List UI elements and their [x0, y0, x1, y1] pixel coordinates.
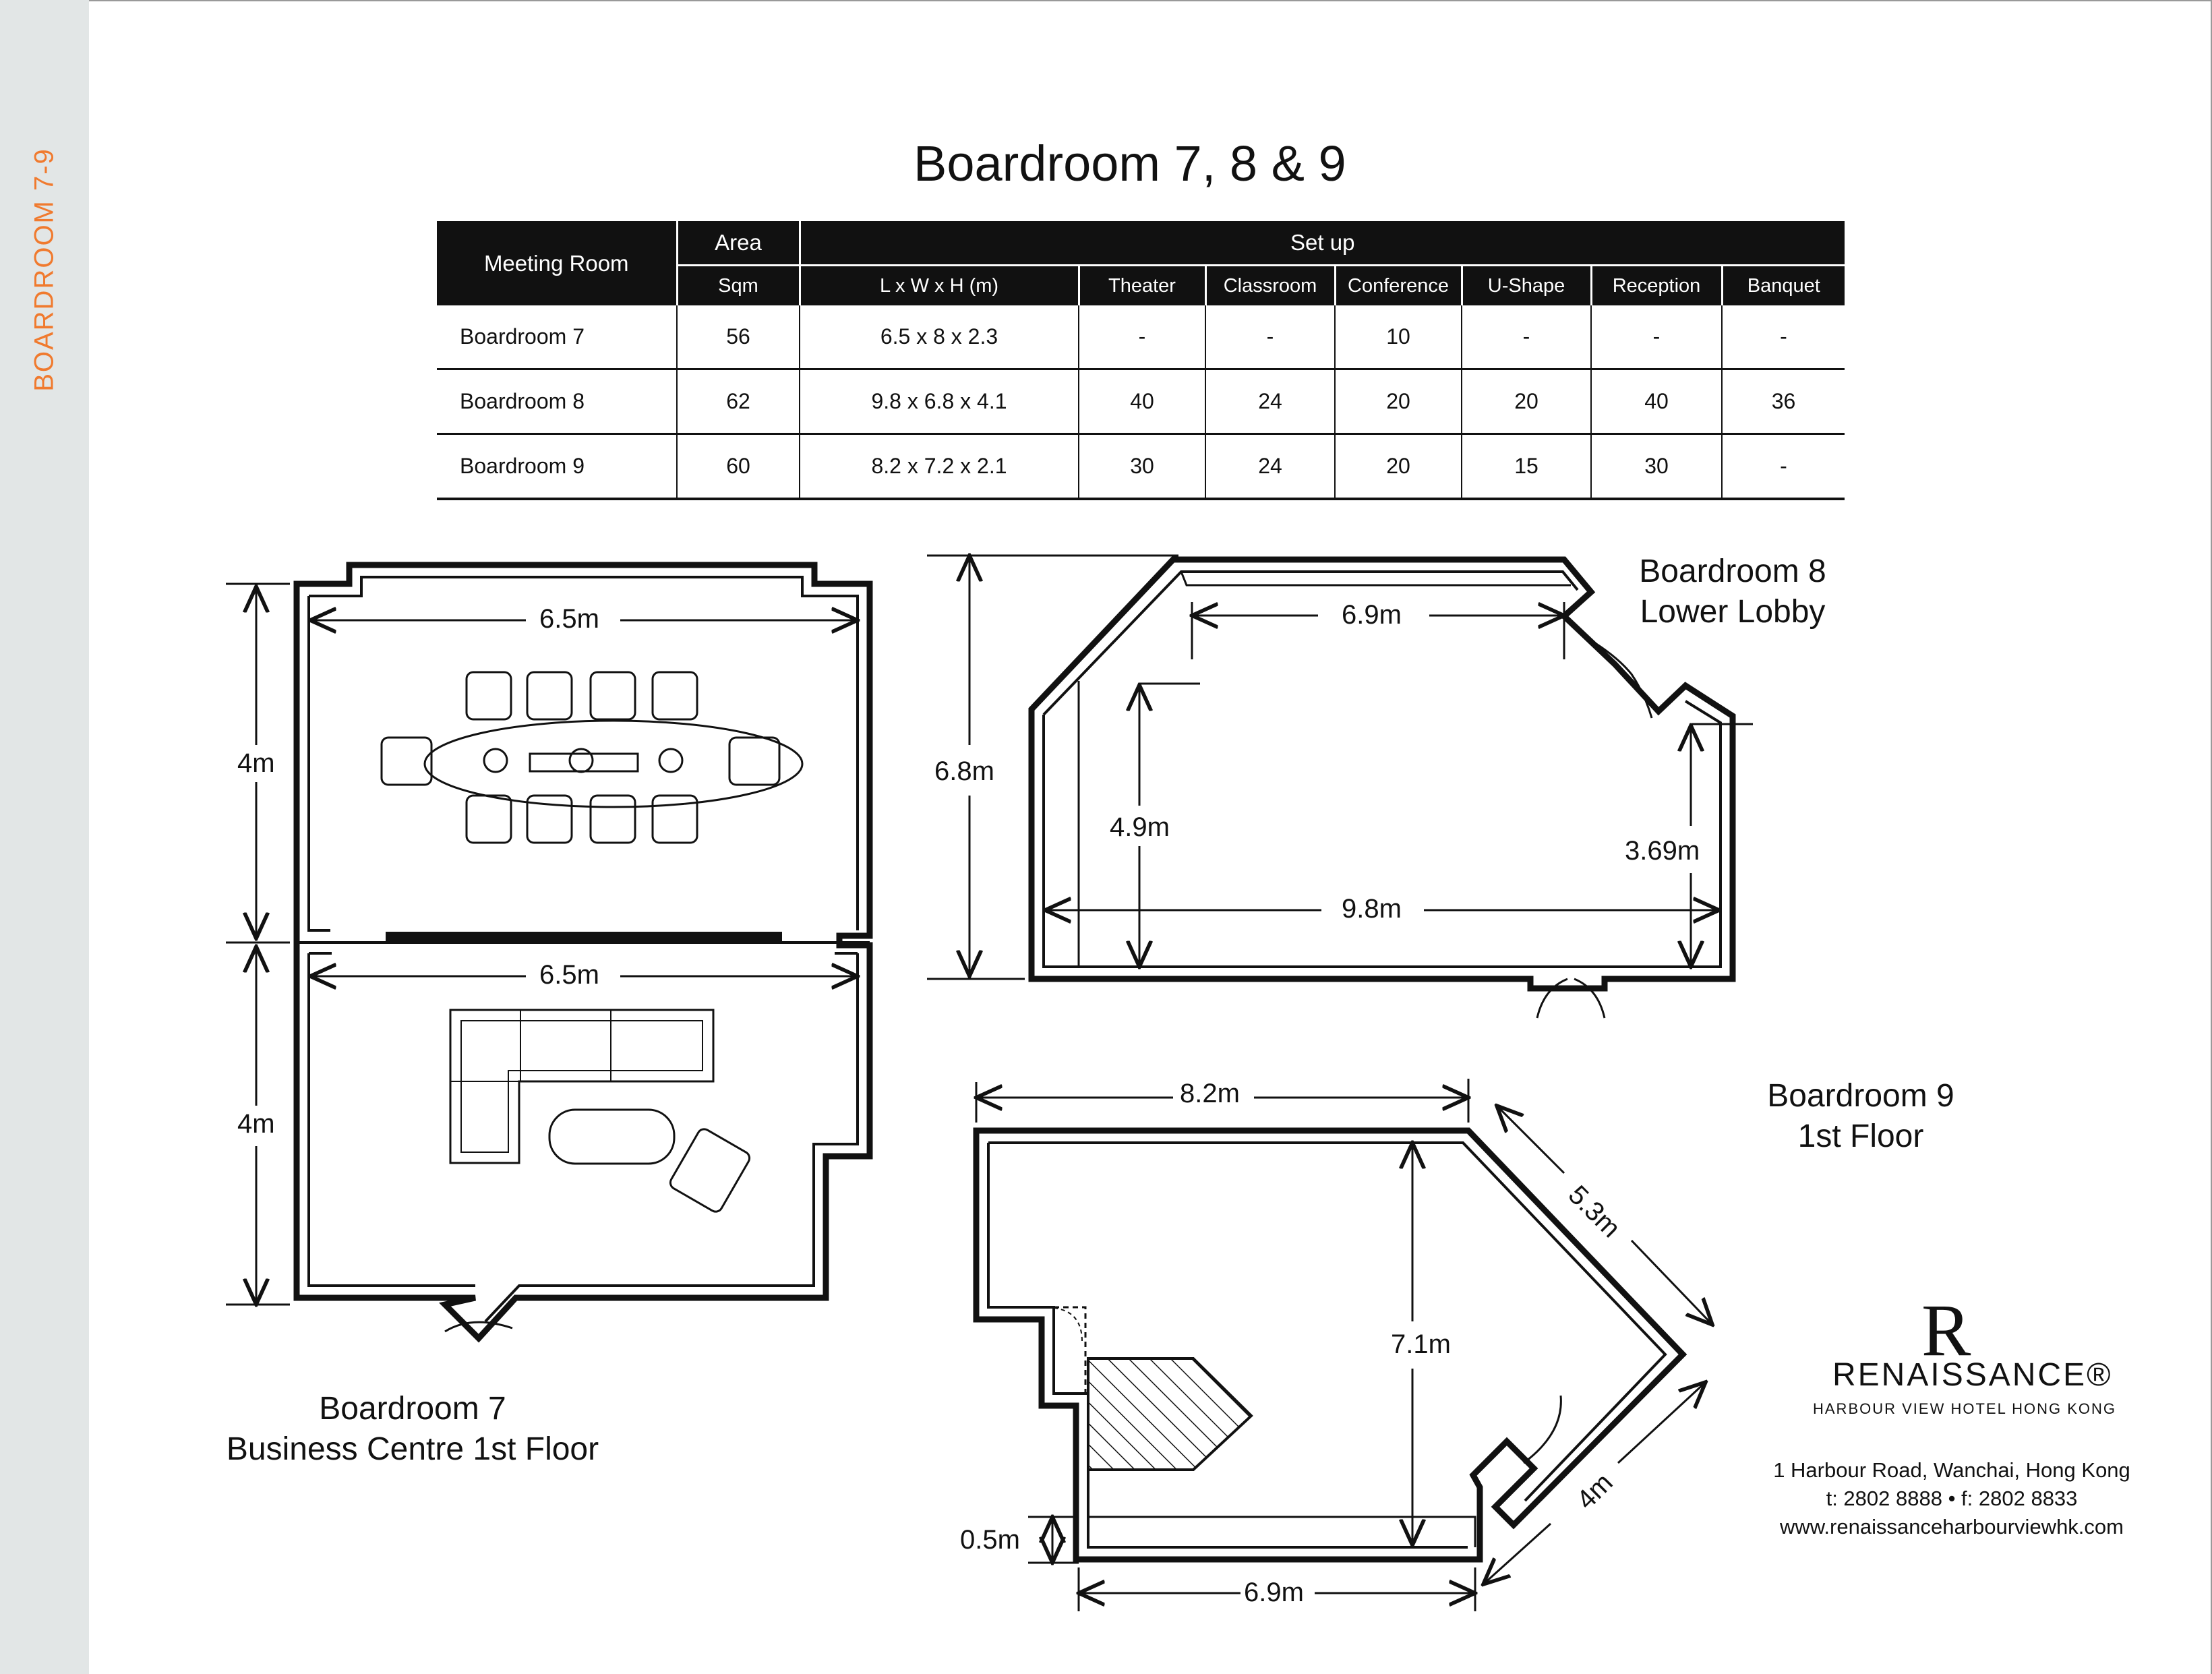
cell-banquet: - [1722, 434, 1845, 500]
cell-sqm: 62 [677, 369, 800, 434]
b8-dim-length: 9.8m [1342, 894, 1402, 924]
header-reception: Reception [1591, 266, 1722, 306]
header-dimensions: L x W x H (m) [800, 266, 1079, 306]
header-meeting-room: Meeting Room [437, 221, 677, 305]
b8-dim-height: 6.8m [934, 756, 994, 786]
cell-theater: - [1079, 305, 1205, 369]
cell-sqm: 56 [677, 305, 800, 369]
header-setup: Set up [800, 221, 1845, 266]
b9-dim-diag-top: 5.3m [1562, 1180, 1626, 1244]
header-area: Area [677, 221, 800, 266]
cell-conference: 10 [1335, 305, 1462, 369]
header-theater: Theater [1079, 266, 1205, 306]
cell-reception: 40 [1591, 369, 1722, 434]
b8-caption [1605, 551, 1861, 632]
boardroom-9-plan [976, 1079, 1712, 1611]
b9-dim-ledge: 0.5m [960, 1525, 1020, 1555]
chairs [382, 672, 779, 843]
cell-theater: 30 [1079, 434, 1205, 500]
b9-caption-line2: 1st Floor [1797, 1118, 1924, 1154]
cell-classroom: 24 [1205, 369, 1335, 434]
b9-caption-line1: Boardroom 9 [1767, 1078, 1954, 1114]
boardroom-7-plan [226, 565, 870, 1338]
b7-dim-bottom-width: 6.5m [539, 960, 599, 990]
b7-dim-top-height: 4m [237, 748, 275, 778]
cell-conference: 20 [1335, 369, 1462, 434]
cell-banquet: - [1722, 305, 1845, 369]
cell-room: Boardroom 9 [437, 434, 677, 500]
header-classroom: Classroom [1205, 266, 1335, 306]
cell-reception: - [1591, 305, 1722, 369]
header-conference: Conference [1335, 266, 1462, 306]
cell-banquet: 36 [1722, 369, 1845, 434]
b9-dim-top-width: 8.2m [1180, 1079, 1240, 1108]
b8-caption-line1: Boardroom 8 [1639, 554, 1826, 589]
cell-classroom: - [1205, 305, 1335, 369]
brand-monogram: R [1921, 1289, 1971, 1371]
cell-theater: 40 [1079, 369, 1205, 434]
b7-dim-bottom-height: 4m [237, 1109, 275, 1139]
b8-dim-right-height: 3.69m [1625, 836, 1700, 866]
b7-dim-top-width: 6.5m [539, 604, 599, 634]
b9-dim-height: 7.1m [1391, 1329, 1451, 1359]
cell-ushape: 15 [1462, 434, 1591, 500]
cell-ushape: 20 [1462, 369, 1591, 434]
cell-ushape: - [1462, 305, 1591, 369]
b7-caption [210, 1389, 615, 1470]
cell-dims: 6.5 x 8 x 2.3 [800, 305, 1079, 369]
brand-subtitle: HARBOUR VIEW HOTEL HONG KONG [1813, 1400, 2117, 1417]
header-ushape: U-Shape [1462, 266, 1591, 306]
cell-dims: 9.8 x 6.8 x 4.1 [800, 369, 1079, 434]
b9-caption [1726, 1076, 1996, 1157]
cell-classroom: 24 [1205, 434, 1335, 500]
b9-dim-diag-bottom: 4m [1571, 1467, 1619, 1516]
header-banquet: Banquet [1722, 266, 1845, 306]
b9-dim-bottom-width: 6.9m [1244, 1578, 1304, 1607]
cell-conference: 20 [1335, 434, 1462, 500]
brand-name: RENAISSANCE® [1832, 1357, 2113, 1393]
cell-sqm: 60 [677, 434, 800, 500]
b7-caption-line2: Business Centre 1st Floor [226, 1431, 599, 1467]
header-sqm: Sqm [677, 266, 800, 306]
b8-caption-line2: Lower Lobby [1640, 594, 1826, 630]
cell-room: Boardroom 7 [437, 305, 677, 369]
b8-dim-inner-height: 4.9m [1110, 812, 1170, 842]
cell-reception: 30 [1591, 434, 1722, 500]
side-label: BOARDROOM 7-9 [29, 148, 59, 392]
page-title: Boardroom 7, 8 & 9 [914, 136, 1346, 191]
cell-room: Boardroom 8 [437, 369, 677, 434]
contact-phones: t: 2802 8888 • f: 2802 8833 [1826, 1487, 2078, 1510]
b7-caption-line1: Boardroom 7 [319, 1391, 506, 1427]
contact-address: 1 Harbour Road, Wanchai, Hong Kong [1773, 1458, 2130, 1482]
cell-dims: 8.2 x 7.2 x 2.1 [800, 434, 1079, 500]
b8-dim-inner-width: 6.9m [1342, 600, 1402, 630]
contact-website[interactable]: www.renaissanceharbourviewhk.com [1779, 1515, 2124, 1538]
